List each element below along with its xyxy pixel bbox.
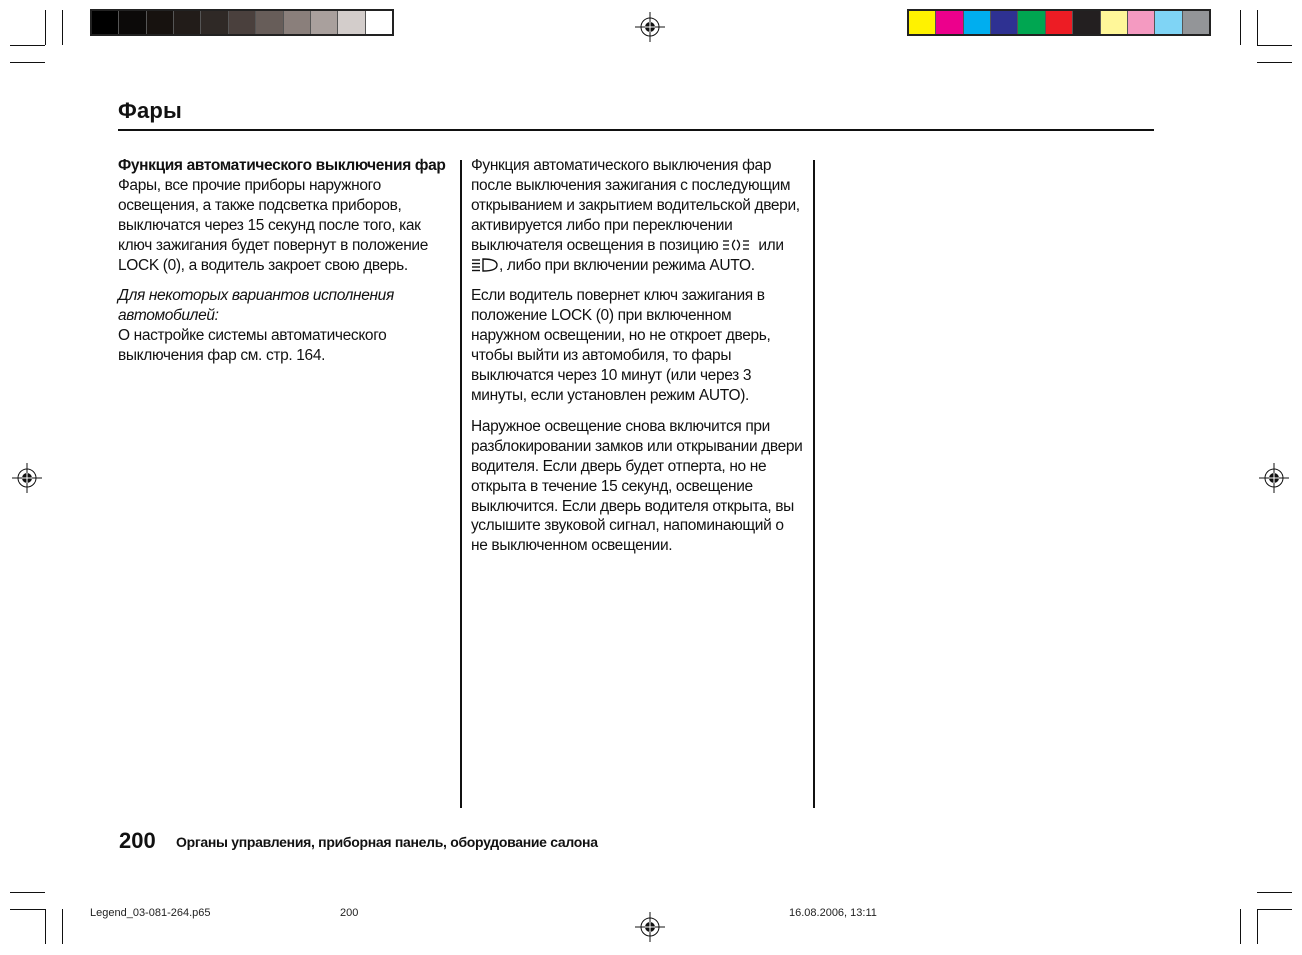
title-rule: [118, 129, 1154, 131]
registration-mark-icon: [635, 912, 665, 942]
color-swatch: [1072, 11, 1099, 34]
paragraph: [471, 156, 803, 275]
color-swatch: [118, 11, 145, 34]
registration-mark-icon: [12, 463, 42, 493]
color-swatch: [310, 11, 337, 34]
body-text: Функция автоматического выключения фар после выключения зажигания с последующим открыванием и закрытием водительской двери, активируется либо при переключении выключателя освещения в позицию: [471, 157, 800, 254]
section-title: Органы управления, приборная панель, оборудование салона: [176, 834, 598, 850]
registration-mark-icon: [635, 12, 665, 42]
color-swatch: [963, 11, 990, 34]
color-swatch: [173, 11, 200, 34]
color-swatch: [200, 11, 227, 34]
body-text: или: [758, 236, 784, 254]
color-swatch: [1100, 11, 1127, 34]
section-heading: Функция автоматического выключения фар: [118, 157, 446, 174]
color-swatch: [283, 11, 310, 34]
color-swatch: [990, 11, 1017, 34]
color-swatch: [1154, 11, 1181, 34]
column-divider: [813, 160, 815, 808]
color-swatch: [935, 11, 962, 34]
column-divider: [460, 160, 462, 808]
color-swatch: [909, 11, 935, 34]
note-label: Для некоторых вариантов исполнения автомобилей:: [118, 287, 394, 325]
page-number: 200: [119, 828, 156, 853]
color-swatch: [365, 11, 392, 34]
color-swatch: [337, 11, 364, 34]
registration-mark-icon: [1259, 463, 1289, 493]
color-swatch: [1127, 11, 1154, 34]
grayscale-calibration-bar: [90, 9, 394, 36]
color-swatch: [1182, 11, 1209, 34]
parking-lights-icon: [722, 237, 754, 253]
file-name: Legend_03-081-264.p65: [90, 907, 211, 919]
page-title: Фары: [118, 98, 183, 123]
note-text: О настройке системы автоматического выключения фар см. стр. 164.: [118, 327, 387, 365]
file-page: 200: [340, 907, 359, 919]
color-swatch: [228, 11, 255, 34]
timestamp: 16.08.2006, 13:11: [789, 907, 877, 919]
color-calibration-bar: [907, 9, 1211, 36]
color-swatch: [146, 11, 173, 34]
color-swatch: [1045, 11, 1072, 34]
color-swatch: [1017, 11, 1044, 34]
body-text: Фары, все прочие приборы наружного освещения, а также подсветка приборов, выключатся через 15 секунд после того, как ключ зажигания будет повернут в положение LOCK (0), а водитель закроет свою дверь.: [118, 176, 428, 274]
body-text: , либо при включении режима AUTO.: [499, 256, 755, 274]
paragraph: Наружное освещение снова включится при разблокировании замков или открывании двери водителя. Если дверь будет отперта, но не открыта в течение 15 секунд, освещение выключится. Если дверь водителя открыта, вы услышите звуковой сигнал, напоминающий о не выключенном освещении.: [471, 417, 803, 555]
color-swatch: [92, 11, 118, 34]
color-swatch: [255, 11, 282, 34]
middle-column: [471, 156, 803, 567]
headlights-icon: [471, 257, 499, 273]
left-column: [118, 156, 448, 377]
paragraph: Если водитель повернет ключ зажигания в положение LOCK (0) при включенном наружном освещении, но не откроет дверь, чтобы выйти из автомобиля, то фары выключатся через 10 минут (или через 3 минуты, если установлен режим AUTO).: [471, 287, 771, 404]
